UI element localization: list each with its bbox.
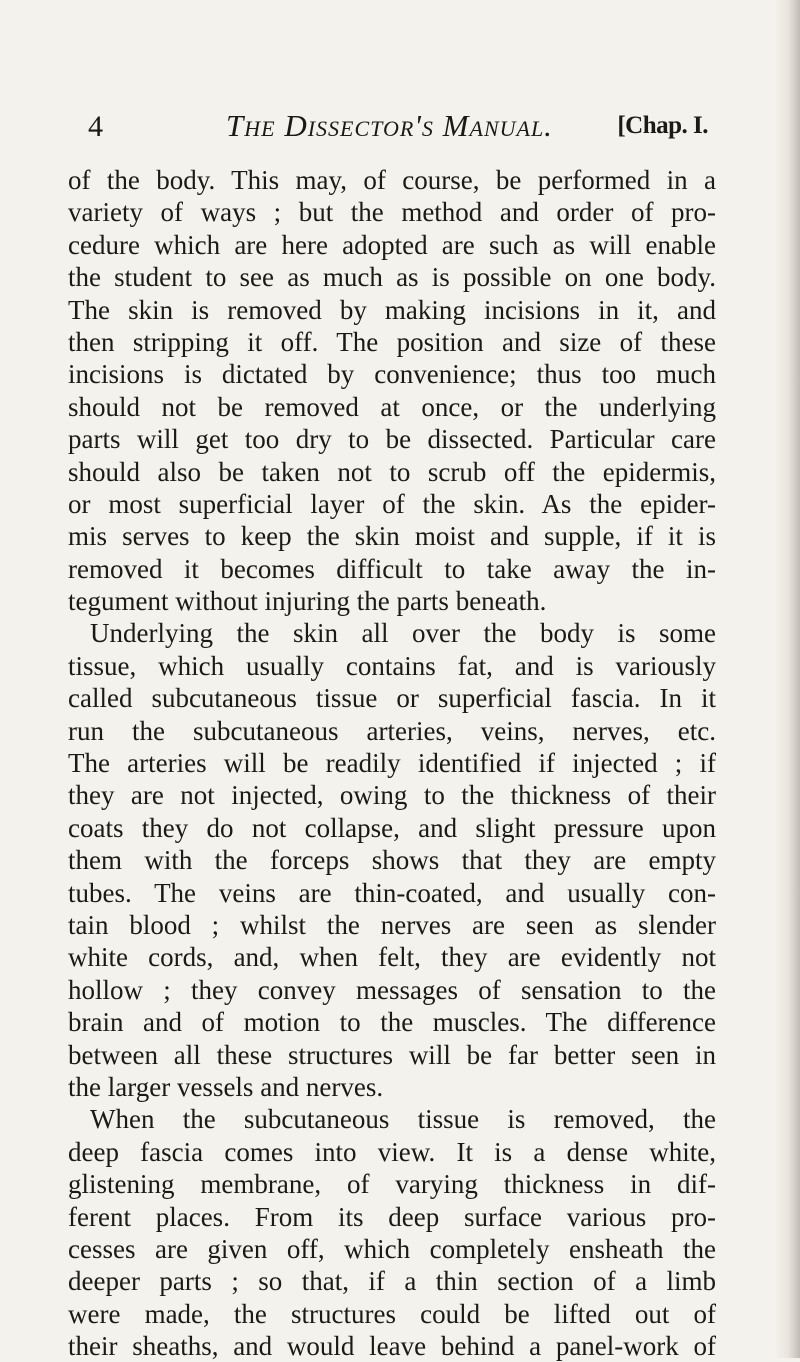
text-line: hollow ; they convey messages of sensation to the: [68, 974, 716, 1005]
text-line: the student to see as much as is possible on one body.: [68, 262, 716, 293]
text-line: the larger vessels and nerves.: [68, 1071, 384, 1102]
running-title: The Dissector's Manual.: [226, 108, 553, 143]
chapter-label: [Chap. I.: [617, 112, 708, 139]
text-line: tegument without injuring the parts beneath.: [68, 586, 547, 617]
text-line: variety of ways ; but the method and order of pro-: [68, 197, 716, 228]
text-line: deeper parts ; so that, if a thin section of a limb: [68, 1266, 716, 1297]
text-line: between all these structures will be far better seen in: [68, 1039, 716, 1070]
paragraph: [68, 617, 716, 1103]
text-line: then stripping it off. The position and size of these: [68, 326, 716, 357]
text-line: run the subcutaneous arteries, veins, nerves, etc.: [68, 715, 716, 746]
text-line: Underlying the skin all over the body is some: [90, 618, 716, 649]
text-line: cesses are given off, which completely ensheath the: [68, 1233, 716, 1264]
text-line: white cords, and, when felt, they are evidently not: [68, 942, 716, 973]
text-line: removed it becomes difficult to take away the in-: [68, 553, 716, 584]
text-line: The skin is removed by making incisions in it, and: [68, 294, 716, 325]
text-line: tain blood ; whilst the nerves are seen as slender: [68, 909, 716, 940]
paragraph: [68, 164, 716, 617]
text-line: called subcutaneous tissue or superficial fascia. In it: [68, 683, 716, 714]
running-header: [88, 108, 708, 148]
text-line: their sheaths, and would leave behind a panel-work of: [68, 1331, 716, 1362]
text-line: deep fascia comes into view. It is a dense white,: [68, 1136, 716, 1167]
body-text: [68, 164, 716, 1362]
text-line: or most superficial layer of the skin. As the epider-: [68, 488, 716, 519]
text-line: brain and of motion to the muscles. The difference: [68, 1007, 716, 1038]
text-line: of the body. This may, of course, be performed in a: [68, 165, 716, 195]
text-line: were made, the structures could be lifted out of: [68, 1298, 716, 1329]
page-edge-shadow: [774, 0, 800, 1358]
text-line: should not be removed at once, or the underlying: [68, 391, 716, 422]
text-line: should also be taken not to scrub off the epidermis,: [68, 456, 716, 487]
text-line: When the subcutaneous tissue is removed, the: [90, 1104, 716, 1135]
text-line: The arteries will be readily identified if injected ; if: [68, 748, 716, 779]
text-line: cedure which are here adopted are such as will enable: [68, 229, 716, 260]
text-line: glistening membrane, of varying thickness in dif-: [68, 1169, 716, 1200]
paragraph: [68, 1103, 716, 1362]
text-line: tissue, which usually contains fat, and is variously: [68, 650, 716, 681]
text-line: ferent places. From its deep surface various pro-: [68, 1201, 716, 1232]
text-line: parts will get too dry to be dissected. Particular care: [68, 424, 716, 455]
text-line: incisions is dictated by convenience; thus too much: [68, 359, 716, 390]
text-line: tubes. The veins are thin-coated, and usually con-: [68, 877, 716, 908]
text-line: coats they do not collapse, and slight pressure upon: [68, 812, 716, 843]
text-line: they are not injected, owing to the thickness of their: [68, 780, 716, 811]
page-number: 4: [88, 110, 103, 143]
text-line: mis serves to keep the skin moist and supple, if it is: [68, 521, 716, 552]
text-line: them with the forceps shows that they are empty: [68, 845, 716, 876]
